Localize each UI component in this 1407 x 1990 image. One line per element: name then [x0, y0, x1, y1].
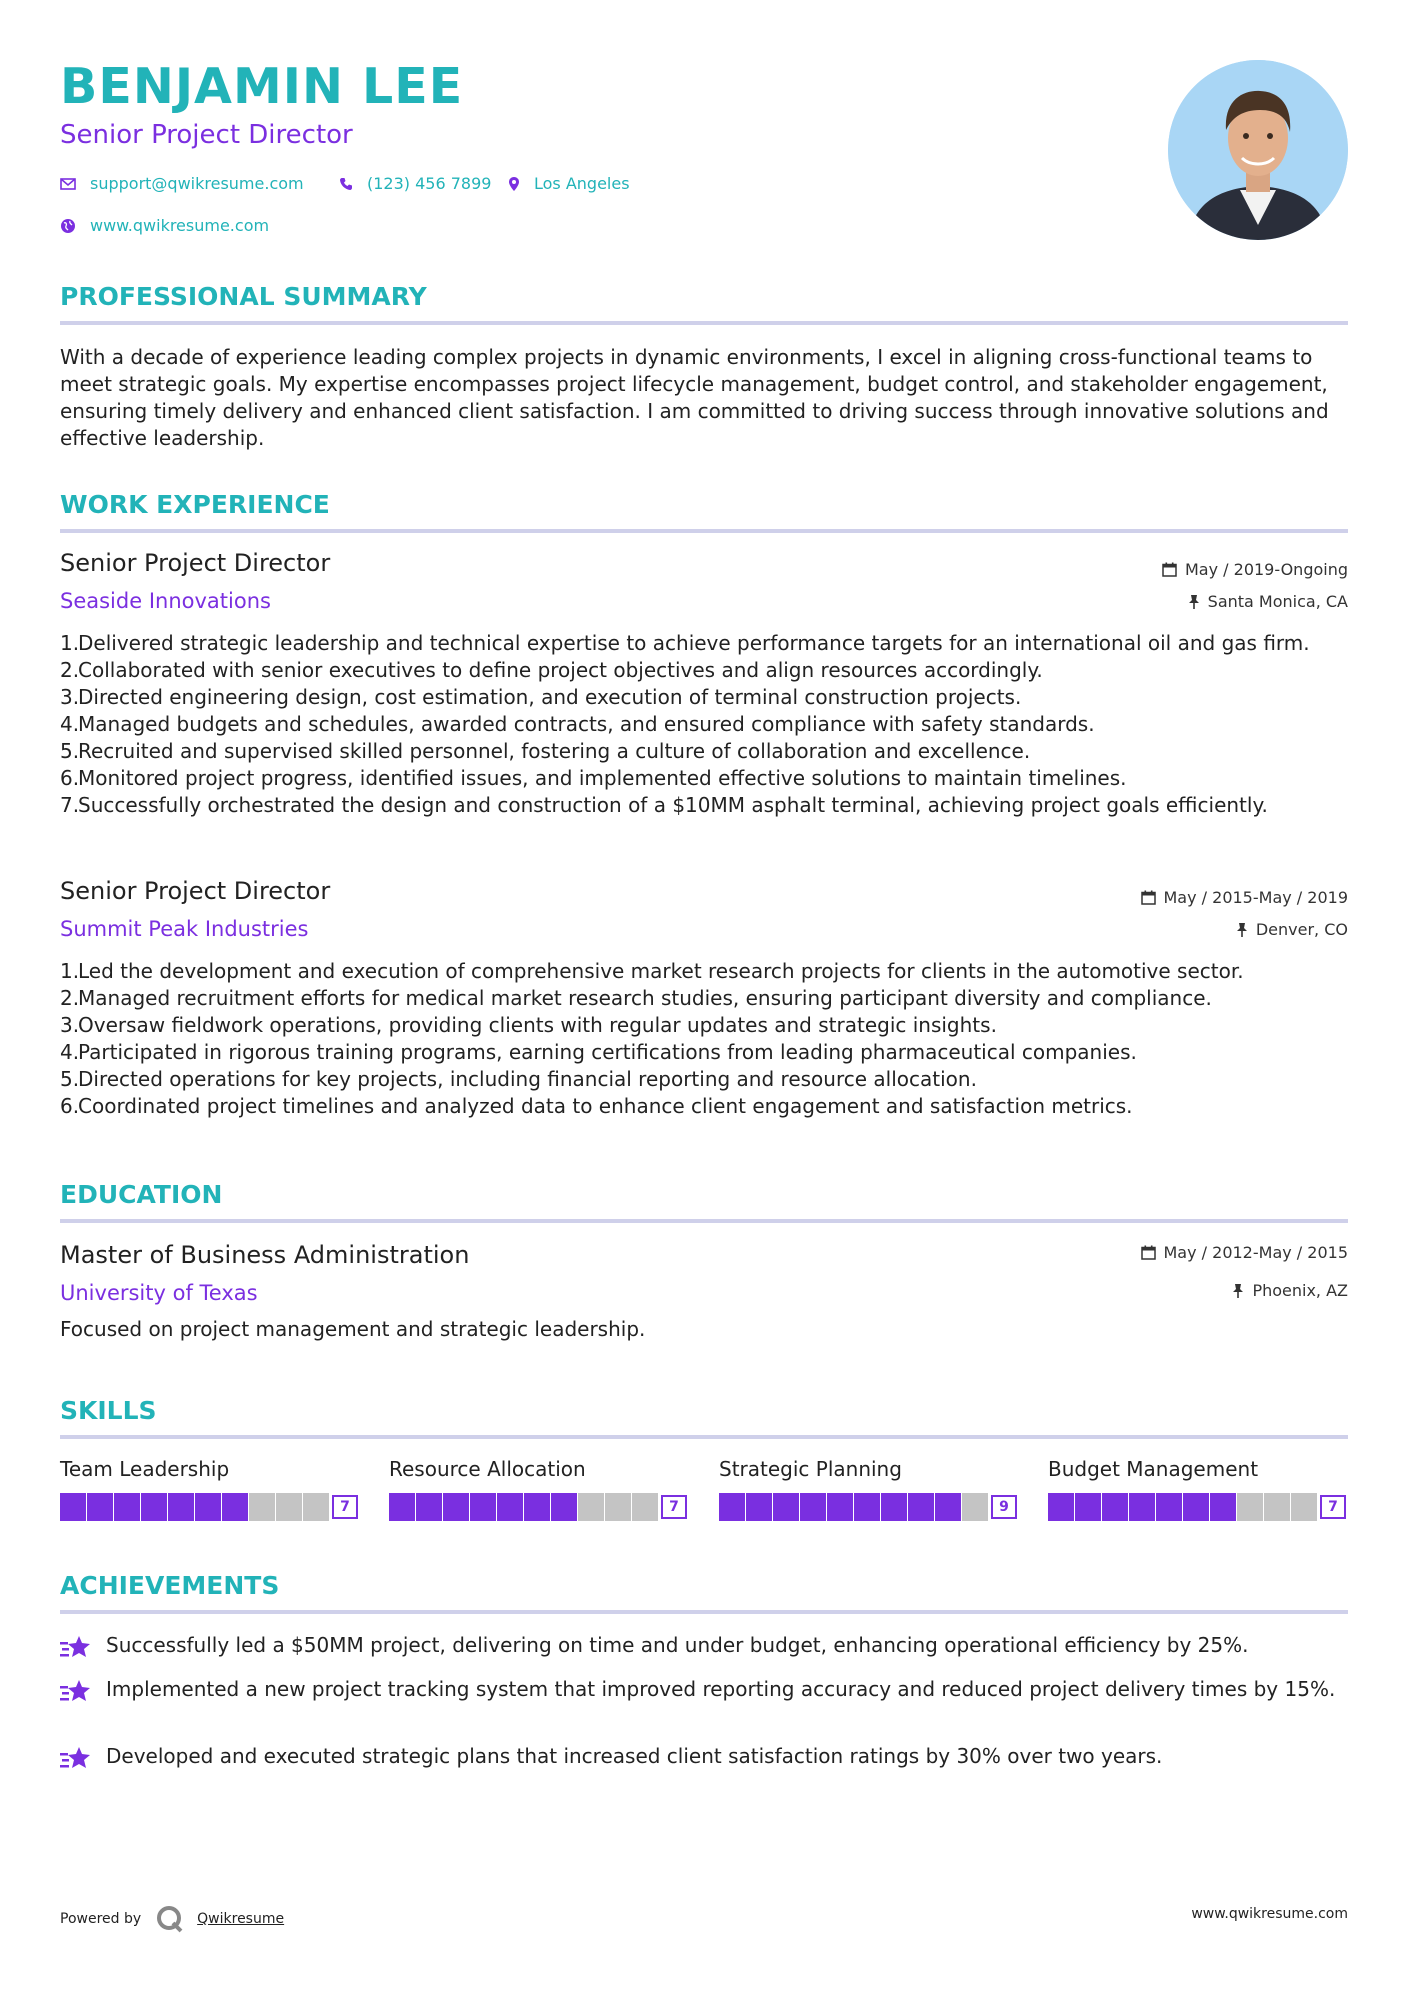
skill-bar-segment — [881, 1493, 907, 1521]
education-dates-text: May / 2012-May / 2015 — [1163, 1243, 1348, 1262]
skill-rating-bar — [389, 1493, 689, 1521]
skill-bar-segment — [719, 1493, 745, 1521]
skill-bar-segment — [1291, 1493, 1317, 1521]
job-location — [1236, 920, 1348, 939]
skill-bar-segment — [935, 1493, 961, 1521]
achievement-text: Implemented a new project tracking system that improved reporting accuracy and reduced project delivery times by 15%. — [106, 1677, 1336, 1701]
website-text: www.qwikresume.com — [90, 216, 270, 235]
profile-photo — [1168, 60, 1348, 240]
skill-item — [1048, 1457, 1348, 1521]
skill-bar-segment — [854, 1493, 880, 1521]
list-item: 7. Successfully orchestrated the design and construction of a $10MM asphalt terminal, achieving project goals efficiently. — [60, 793, 1268, 817]
skill-bar-segment — [1102, 1493, 1128, 1521]
skill-score-badge: 7 — [661, 1495, 687, 1519]
footer-website[interactable]: www.qwikresume.com — [1191, 1906, 1348, 1922]
person-portrait-icon — [1168, 60, 1348, 240]
job-location-text: Denver, CO — [1255, 920, 1348, 939]
phone-text: (123) 456 7899 — [367, 174, 492, 193]
calendar-icon — [1141, 1245, 1156, 1260]
job-bullet-list — [60, 958, 1350, 1120]
skill-bar-segment — [605, 1493, 631, 1521]
skill-bar-segment — [1156, 1493, 1182, 1521]
list-item: 3. Directed engineering design, cost estimation, and execution of terminal construction projects. — [60, 685, 1022, 709]
section-divider — [60, 1610, 1348, 1614]
job-dates — [1141, 888, 1349, 907]
skill-bar-segment — [276, 1493, 302, 1521]
experience-heading: WORK EXPERIENCE — [60, 490, 330, 519]
skill-score-badge: 7 — [1320, 1495, 1346, 1519]
qwikresume-logo-icon — [155, 1904, 185, 1934]
powered-by-text: Powered by — [60, 1911, 142, 1927]
skill-bar-segment — [249, 1493, 275, 1521]
location-contact — [508, 174, 630, 193]
map-pin-icon — [508, 176, 520, 192]
list-item: 3. Oversaw fieldwork operations, providing clients with regular updates and strategic insights. — [60, 1013, 997, 1037]
education-location-text: Phoenix, AZ — [1252, 1281, 1348, 1300]
list-item: 2. Managed recruitment efforts for medical market research studies, ensuring participant diversity and compliance. — [60, 986, 1212, 1010]
skill-name: Budget Management — [1048, 1457, 1259, 1481]
globe-icon — [60, 218, 76, 234]
job-title: Senior Project Director — [60, 877, 331, 905]
website-contact[interactable] — [60, 216, 269, 235]
calendar-icon — [1162, 562, 1177, 577]
skill-bar-segment — [141, 1493, 167, 1521]
skill-bar-segment — [1264, 1493, 1290, 1521]
location-text: Los Angeles — [534, 174, 630, 193]
skill-bar-segment — [303, 1493, 329, 1521]
skill-bar-segment — [827, 1493, 853, 1521]
education-dates — [1141, 1243, 1349, 1262]
pushpin-icon — [1232, 1283, 1244, 1299]
skill-rating-bar — [1048, 1493, 1348, 1521]
achievement-text: Developed and executed strategic plans that increased client satisfaction ratings by 30% over two years. — [106, 1744, 1163, 1768]
skill-bar-segment — [168, 1493, 194, 1521]
list-item: 1. Delivered strategic leadership and technical expertise to achieve performance targets for an international oil and gas firm. — [60, 631, 1310, 655]
education-location — [1232, 1281, 1348, 1300]
job-dates — [1162, 560, 1348, 579]
skill-bar-segment — [1048, 1493, 1074, 1521]
email-text: support@qwikresume.com — [90, 174, 304, 193]
skill-bar-segment — [746, 1493, 772, 1521]
skill-score-badge: 9 — [991, 1495, 1017, 1519]
education-description: Focused on project management and strategic leadership. — [60, 1317, 646, 1341]
skill-name: Strategic Planning — [719, 1457, 902, 1481]
skill-bar-segment — [87, 1493, 113, 1521]
calendar-icon — [1141, 890, 1156, 905]
skill-bar-segment — [1075, 1493, 1101, 1521]
summary-heading: PROFESSIONAL SUMMARY — [60, 282, 427, 311]
section-divider — [60, 321, 1348, 325]
list-item: 6. Coordinated project timelines and analyzed data to enhance client engagement and satisfaction metrics. — [60, 1094, 1133, 1118]
skill-bar-segment — [962, 1493, 988, 1521]
achievement-item — [60, 1632, 1350, 1660]
skill-bar-segment — [497, 1493, 523, 1521]
pushpin-icon — [1236, 922, 1248, 938]
footer-powered-by — [60, 1904, 284, 1934]
skill-score-badge: 7 — [332, 1495, 358, 1519]
phone-icon — [339, 177, 353, 191]
company-name: Seaside Innovations — [60, 589, 271, 613]
job-location — [1188, 592, 1348, 611]
shooting-star-icon — [60, 1745, 92, 1771]
shooting-star-icon — [60, 1634, 92, 1660]
section-divider — [60, 529, 1348, 533]
list-item: 2. Collaborated with senior executives to define project objectives and align resources accordingly. — [60, 658, 1043, 682]
list-item: 5. Directed operations for key projects, including financial reporting and resource allocation. — [60, 1067, 977, 1091]
skill-bar-segment — [60, 1493, 86, 1521]
skill-bar-segment — [470, 1493, 496, 1521]
skill-bar-segment — [773, 1493, 799, 1521]
candidate-title: Senior Project Director — [60, 120, 353, 150]
skill-bar-segment — [524, 1493, 550, 1521]
skill-item — [389, 1457, 689, 1521]
job-dates-text: May / 2015-May / 2019 — [1163, 888, 1348, 907]
pushpin-icon — [1188, 594, 1200, 610]
skill-item — [60, 1457, 360, 1521]
company-name: Summit Peak Industries — [60, 917, 309, 941]
skill-bar-segment — [443, 1493, 469, 1521]
skill-bar-segment — [416, 1493, 442, 1521]
list-item: 5. Recruited and supervised skilled personnel, fostering a culture of collaboration and excellence. — [60, 739, 1031, 763]
summary-text: With a decade of experience leading complex projects in dynamic environments, I excel in aligning cross-functional teams to meet strategic goals. My expertise encompasses project lifecycle management, budget control, and stakeholder engagement, ensuring timely delivery and enhanced client satisfaction. I am committed to driving success through innovative solutions and effective leadership. — [60, 345, 1329, 450]
skill-bar-segment — [551, 1493, 577, 1521]
list-item: 6. Monitored project progress, identified issues, and implemented effective solutions to maintain timelines. — [60, 766, 1127, 790]
brand-link[interactable]: Qwikresume — [197, 1911, 285, 1927]
skill-item — [719, 1457, 1019, 1521]
skill-bar-segment — [222, 1493, 248, 1521]
achievement-item — [60, 1676, 1350, 1704]
skill-rating-bar — [719, 1493, 1019, 1521]
skill-bar-segment — [114, 1493, 140, 1521]
skill-bar-segment — [632, 1493, 658, 1521]
education-heading: EDUCATION — [60, 1180, 223, 1209]
skill-name: Team Leadership — [60, 1457, 230, 1481]
skill-bar-segment — [389, 1493, 415, 1521]
phone-contact[interactable] — [339, 174, 491, 193]
shooting-star-icon — [60, 1678, 92, 1704]
job-dates-text: May / 2019-Ongoing — [1185, 560, 1348, 579]
skill-bar-segment — [1237, 1493, 1263, 1521]
section-divider — [60, 1435, 1348, 1439]
skills-heading: SKILLS — [60, 1396, 157, 1425]
achievements-heading: ACHIEVEMENTS — [60, 1571, 280, 1600]
job-bullet-list — [60, 630, 1350, 819]
list-item: 1. Led the development and execution of comprehensive market research projects for clients in the automotive sector. — [60, 959, 1244, 983]
email-contact[interactable] — [60, 174, 304, 193]
section-divider — [60, 1219, 1348, 1223]
skill-bar-segment — [1183, 1493, 1209, 1521]
list-item: 4. Participated in rigorous training programs, earning certifications from leading pharmaceutical companies. — [60, 1040, 1137, 1064]
envelope-icon — [60, 178, 76, 190]
school-name: University of Texas — [60, 1281, 258, 1305]
candidate-name: BENJAMIN LEE — [60, 58, 464, 115]
achievement-text: Successfully led a $50MM project, delivering on time and under budget, enhancing operational efficiency by 25%. — [106, 1633, 1249, 1657]
degree-title: Master of Business Administration — [60, 1241, 470, 1269]
skill-bar-segment — [578, 1493, 604, 1521]
list-item: 4. Managed budgets and schedules, awarded contracts, and ensured compliance with safety standards. — [60, 712, 1095, 736]
skill-rating-bar — [60, 1493, 360, 1521]
skill-bar-segment — [1129, 1493, 1155, 1521]
job-location-text: Santa Monica, CA — [1207, 592, 1348, 611]
job-title: Senior Project Director — [60, 549, 331, 577]
skill-bar-segment — [1210, 1493, 1236, 1521]
achievement-item — [60, 1743, 1350, 1771]
skill-name: Resource Allocation — [389, 1457, 586, 1481]
skill-bar-segment — [908, 1493, 934, 1521]
skill-bar-segment — [800, 1493, 826, 1521]
skill-bar-segment — [195, 1493, 221, 1521]
